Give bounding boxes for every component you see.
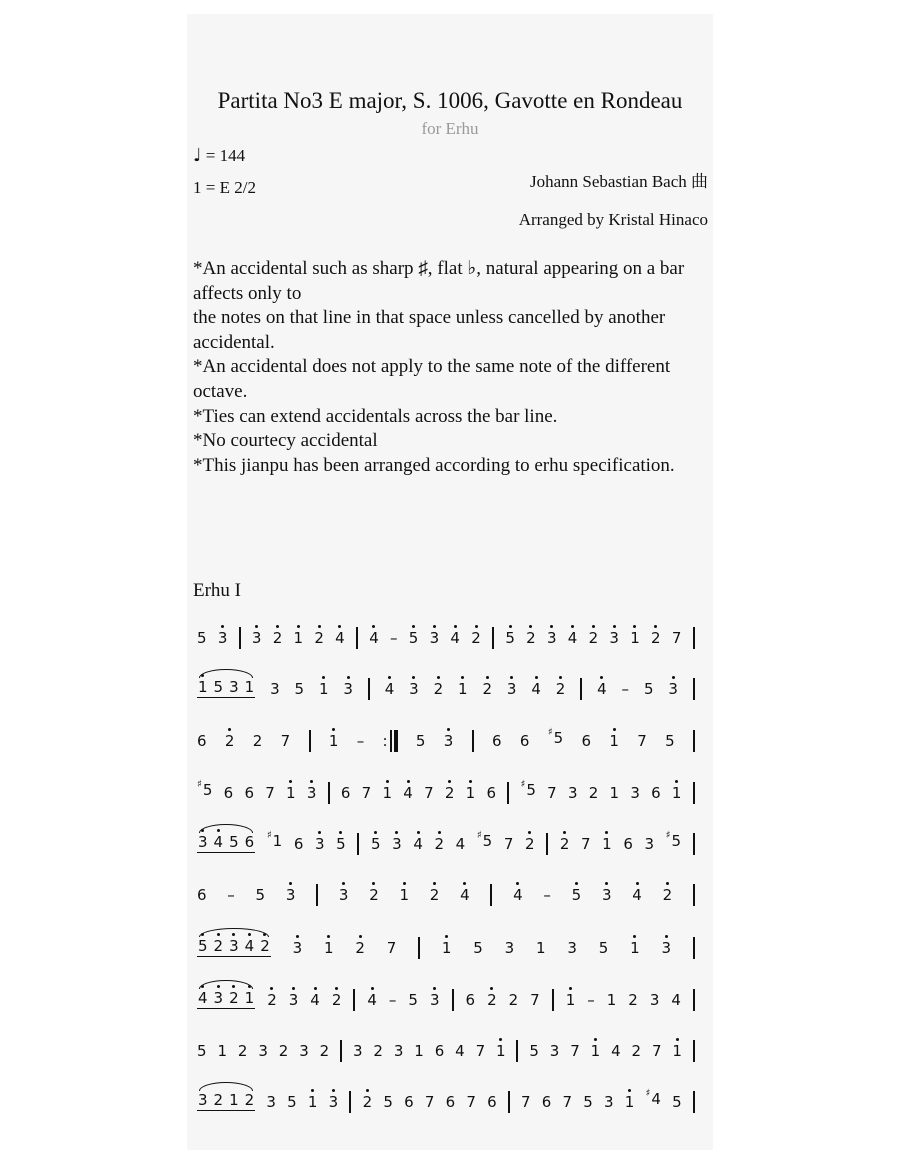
bar-line — [418, 937, 420, 959]
jianpu-note: 7 — [265, 784, 275, 802]
jianpu-note: 2 — [508, 991, 519, 1009]
jianpu-note: 3 — [549, 1042, 560, 1060]
staff-row — [197, 672, 695, 698]
jianpu-note: 3 — [266, 1093, 276, 1111]
jianpu-note: 2 — [526, 629, 536, 647]
jianpu-note: 5 — [229, 833, 239, 851]
jianpu-note: 2 — [362, 1093, 373, 1111]
staff-row — [197, 931, 695, 957]
jianpu-note: 7 — [570, 1042, 580, 1060]
jianpu-note: 2 — [628, 991, 638, 1009]
jianpu-note: 7 — [521, 1093, 531, 1111]
jianpu-note: 2 — [433, 680, 444, 698]
jianpu-note: 3 — [285, 886, 296, 904]
jianpu-note: 1 — [323, 939, 334, 957]
bar-line — [693, 884, 695, 906]
jianpu-note: 5 — [336, 835, 346, 853]
jianpu-note: 4 — [597, 680, 607, 698]
bar-line — [356, 627, 358, 649]
sheet-page — [187, 14, 713, 1150]
beamed-group — [197, 833, 255, 853]
jianpu-note: 4 — [310, 991, 320, 1009]
jianpu-note: 1 — [565, 991, 576, 1009]
sharp-icon: ♯ — [645, 1088, 651, 1099]
jianpu-note: 1 — [217, 1042, 227, 1060]
jianpu-note: 7 — [424, 784, 434, 802]
beamed-group — [197, 989, 255, 1009]
jianpu-note: 3 — [315, 835, 325, 853]
jianpu-note: 2 — [237, 1042, 248, 1060]
jianpu-note: 2 — [260, 937, 270, 955]
staff-row — [197, 878, 695, 904]
jianpu-note: 6 — [541, 1093, 552, 1111]
jianpu-note: ♯5 — [197, 779, 213, 799]
sharp-icon: ♯ — [665, 830, 671, 841]
tempo-marking — [193, 145, 245, 166]
note-line: the notes on that line in that space unless cancelled by another accidental. — [193, 307, 666, 353]
jianpu-note: 2 — [314, 629, 324, 647]
jianpu-note: 1 — [496, 1042, 506, 1060]
jianpu-note: 5 — [665, 732, 675, 750]
staff-row — [197, 1085, 695, 1111]
jianpu-note: 4 — [369, 629, 379, 647]
jianpu-note: 6 — [223, 784, 234, 802]
hold-dash: – — [388, 991, 397, 1009]
hold-dash: – — [356, 732, 365, 750]
bar-line — [349, 1091, 351, 1113]
bar-line — [452, 989, 454, 1011]
jianpu-note: 2 — [588, 629, 599, 647]
sharp-icon: ♯ — [547, 727, 553, 738]
jianpu-note: 2 — [559, 835, 570, 853]
jianpu-note: 5 — [197, 1042, 207, 1060]
jianpu-note: 3 — [198, 833, 208, 851]
jianpu-note: 6 — [404, 1093, 414, 1111]
jianpu-note: 3 — [661, 939, 672, 957]
jianpu-note: 2 — [272, 629, 283, 647]
jianpu-note: 4 — [367, 991, 377, 1009]
jianpu-note: 3 — [270, 680, 280, 698]
jianpu-note: 3 — [601, 886, 612, 904]
jianpu-note: 6 — [293, 835, 304, 853]
arranger: Arranged by Kristal Hinaco — [518, 210, 708, 229]
jianpu-note: 4 — [567, 629, 578, 647]
beamed-group — [197, 937, 271, 957]
note-line: *Ties can extend accidentals across the bar line. — [193, 405, 558, 427]
jianpu-note: 1 — [536, 939, 546, 957]
jianpu-note: 2 — [555, 680, 566, 698]
staff-row — [197, 621, 695, 647]
jianpu-note: 5 — [672, 1093, 682, 1111]
jianpu-note: 5 — [408, 991, 418, 1009]
jianpu-note: 2 — [662, 886, 673, 904]
jianpu-note: 6 — [623, 835, 633, 853]
jianpu-note: 1 — [624, 1093, 635, 1111]
jianpu-note: 5 — [198, 937, 208, 955]
jianpu-note: 7 — [637, 732, 647, 750]
jianpu-note: 7 — [651, 1042, 662, 1060]
jianpu-note: 5 — [383, 1093, 393, 1111]
jianpu-note: 3 — [644, 835, 655, 853]
jianpu-note: 3 — [288, 991, 299, 1009]
jianpu-note: 6 — [581, 732, 592, 750]
jianpu-note: 1 — [458, 680, 468, 698]
jianpu-note: 5 — [370, 835, 381, 853]
note-line: *No courtecy accidental — [193, 430, 378, 452]
jianpu-note: 3 — [506, 680, 517, 698]
score-title: Partita No3 E major, S. 1006, Gavotte en Rondeau — [217, 88, 683, 113]
jianpu-note: ♯1 — [266, 830, 283, 850]
jianpu-note: 6 — [651, 784, 661, 802]
jianpu-note: 3 — [609, 629, 619, 647]
jianpu-note: 1 — [602, 835, 612, 853]
bar-line — [693, 937, 695, 959]
bar-line — [693, 833, 695, 855]
jianpu-note: 5 — [197, 629, 207, 647]
jianpu-note: 5 — [505, 629, 515, 647]
bar-line — [693, 782, 695, 804]
bar-line — [492, 627, 494, 649]
jianpu-note: 6 — [492, 732, 502, 750]
jianpu-note: 1 — [606, 991, 617, 1009]
bar-line — [239, 627, 241, 649]
jianpu-note: 4 — [632, 886, 642, 904]
bar-line — [328, 782, 330, 804]
bar-line — [353, 989, 355, 1011]
beamed-group — [197, 1091, 255, 1111]
jianpu-note: 3 — [229, 937, 239, 955]
bar-line — [309, 730, 311, 752]
sharp-icon: ♯ — [197, 779, 202, 790]
jianpu-note: 6 — [197, 886, 207, 904]
jianpu-note: 2 — [229, 989, 239, 1007]
hold-dash: – — [390, 629, 398, 647]
jianpu-note: 4 — [455, 1042, 465, 1060]
jianpu-note: 2 — [355, 939, 365, 957]
staff-row — [197, 1034, 695, 1060]
bar-line — [507, 782, 509, 804]
hold-dash: – — [621, 680, 630, 698]
jianpu-note: 3 — [504, 939, 515, 957]
jianpu-note: 1 — [465, 784, 476, 802]
jianpu-note: 3 — [217, 629, 228, 647]
jianpu-note: 2 — [651, 629, 661, 647]
jianpu-note: 3 — [630, 784, 640, 802]
jianpu-note: 1 — [328, 732, 339, 750]
jianpu-note: 1 — [672, 1042, 682, 1060]
jianpu-note: 6 — [340, 784, 351, 802]
jianpu-note: 2 — [319, 1042, 330, 1060]
jianpu-note: 6 — [434, 1042, 445, 1060]
note-line: *An accidental such as sharp ♯, flat ♭, natural appearing on a bar affects only to — [193, 258, 685, 304]
jianpu-note: 4 — [450, 629, 460, 647]
tempo-value: = 144 — [205, 146, 246, 165]
composer: Johann Sebastian Bach 曲 — [530, 172, 708, 191]
jianpu-note: 6 — [244, 833, 255, 851]
jianpu-note: 2 — [213, 1091, 224, 1109]
jianpu-note: ♯5 — [547, 727, 564, 747]
jianpu-note: 2 — [252, 732, 263, 750]
jianpu-note: 6 — [465, 991, 476, 1009]
jianpu-note: 3 — [409, 680, 419, 698]
jianpu-note: 1 — [609, 784, 620, 802]
jianpu-note: 4 — [671, 991, 681, 1009]
jianpu-note: 1 — [307, 1093, 318, 1111]
jianpu-note: 2 — [267, 991, 277, 1009]
jianpu-note: 1 — [244, 989, 255, 1007]
jianpu-note: 2 — [213, 937, 224, 955]
jianpu-note: 1 — [609, 732, 619, 750]
staff-row — [197, 827, 695, 853]
jianpu-note: 7 — [424, 1093, 435, 1111]
staff-row — [197, 983, 695, 1009]
jianpu-note: 4 — [455, 835, 466, 853]
jianpu-note: 3 — [198, 1091, 208, 1109]
jianpu-note: 7 — [361, 784, 372, 802]
jianpu-note: 7 — [503, 835, 514, 853]
staff-row — [197, 724, 695, 750]
bar-line — [693, 989, 695, 1011]
jianpu-note: 2 — [373, 1042, 383, 1060]
jianpu-note: 3 — [343, 680, 353, 698]
jianpu-note: 7 — [475, 1042, 486, 1060]
quarter-note-icon: ♩ — [193, 145, 202, 166]
jianpu-note: 1 — [293, 629, 304, 647]
jianpu-note: 3 — [392, 835, 402, 853]
jianpu-note: 3 — [258, 1042, 268, 1060]
jianpu-note: 3 — [292, 939, 303, 957]
jianpu-note: 3 — [306, 784, 317, 802]
jianpu-note: 5 — [598, 939, 609, 957]
jianpu-note: 1 — [244, 678, 255, 696]
note-line: *This jianpu has been arranged according to erhu specification. — [193, 454, 675, 476]
jianpu-note: 3 — [251, 629, 262, 647]
bar-line — [693, 627, 695, 649]
jianpu-note: 7 — [386, 939, 397, 957]
bar-line — [508, 1091, 510, 1113]
bar-line — [693, 730, 695, 752]
hold-dash: – — [587, 991, 595, 1009]
jianpu-note: 6 — [445, 1093, 456, 1111]
jianpu-note: 3 — [352, 1042, 363, 1060]
jianpu-note: 1 — [671, 784, 682, 802]
bar-line — [546, 833, 548, 855]
jianpu-note: 6 — [197, 732, 207, 750]
hold-dash: – — [543, 886, 551, 904]
jianpu-note: 7 — [530, 991, 540, 1009]
jianpu-note: 6 — [519, 732, 530, 750]
jianpu-note: 5 — [583, 1093, 593, 1111]
jianpu-note: 2 — [434, 835, 445, 853]
jianpu-note: ♯5 — [520, 779, 536, 799]
bar-line — [580, 678, 582, 700]
bar-line — [368, 678, 370, 700]
score-subtitle: for Erhu — [421, 119, 479, 138]
jianpu-note: 1 — [198, 678, 208, 696]
jianpu-note: 3 — [429, 629, 440, 647]
bar-line — [693, 1040, 695, 1062]
hold-dash: – — [227, 886, 235, 904]
jianpu-note: 3 — [443, 732, 454, 750]
jianpu-note: 3 — [393, 1042, 404, 1060]
bar-line — [340, 1040, 342, 1062]
bar-line — [490, 884, 492, 906]
sharp-icon: ♯ — [476, 830, 482, 841]
jianpu-note: 7 — [280, 732, 291, 750]
jianpu-note: 4 — [213, 833, 224, 851]
performance-notes — [193, 257, 708, 478]
jianpu-note: 2 — [278, 1042, 289, 1060]
jianpu-note: 7 — [671, 629, 682, 647]
repeat-sign: : — [383, 730, 398, 750]
jianpu-note: 1 — [229, 1091, 239, 1109]
sharp-icon: ♯ — [266, 830, 272, 841]
jianpu-note: 2 — [631, 1042, 642, 1060]
jianpu-note: 4 — [244, 937, 255, 955]
jianpu-note: 1 — [441, 939, 452, 957]
jianpu-note: 5 — [408, 629, 419, 647]
bar-line — [693, 678, 695, 700]
jianpu-note: ♯4 — [645, 1088, 661, 1108]
jianpu-note: 4 — [384, 680, 395, 698]
staff-row — [197, 776, 695, 802]
note-line: *An accidental does not apply to the same note of the different octave. — [193, 356, 671, 402]
jianpu-note: 7 — [562, 1093, 573, 1111]
jianpu-note: 1 — [286, 784, 296, 802]
jianpu-note: 1 — [630, 939, 640, 957]
jianpu-note: 4 — [531, 680, 541, 698]
jianpu-note: 5 — [415, 732, 426, 750]
jianpu-note: 4 — [198, 989, 208, 1007]
bar-line — [472, 730, 474, 752]
jianpu-note: 3 — [328, 1093, 339, 1111]
bar-line — [357, 833, 359, 855]
jianpu-note: 4 — [513, 886, 523, 904]
sharp-icon: ♯ — [520, 779, 526, 790]
jianpu-note: 3 — [429, 991, 440, 1009]
jianpu-note: 3 — [668, 680, 678, 698]
jianpu-note: 7 — [466, 1093, 476, 1111]
jianpu-note: 3 — [229, 678, 239, 696]
jianpu-note: 5 — [255, 886, 266, 904]
jianpu-note: 2 — [331, 991, 342, 1009]
jianpu-note: 6 — [244, 784, 254, 802]
bar-line — [516, 1040, 518, 1062]
jianpu-note: 7 — [580, 835, 591, 853]
jianpu-note: 6 — [487, 1093, 497, 1111]
bar-line — [552, 989, 554, 1011]
jianpu-note: 3 — [338, 886, 349, 904]
key-signature: 1 = E 2/2 — [193, 178, 256, 197]
jianpu-note: 4 — [403, 784, 413, 802]
jianpu-note: 1 — [382, 784, 393, 802]
beamed-group — [197, 678, 255, 698]
jianpu-note: 7 — [547, 784, 557, 802]
jianpu-note: 3 — [567, 784, 578, 802]
jianpu-note: 1 — [630, 629, 640, 647]
jianpu-note: 3 — [213, 989, 224, 1007]
jianpu-note: 3 — [299, 1042, 309, 1060]
jianpu-note: 2 — [482, 680, 493, 698]
jianpu-note: 1 — [318, 680, 329, 698]
jianpu-note: 3 — [649, 991, 660, 1009]
jianpu-note: 1 — [590, 1042, 601, 1060]
bar-line — [693, 1091, 695, 1113]
jianpu-note: 5 — [473, 939, 483, 957]
part-label: Erhu I — [193, 580, 242, 601]
jianpu-note: 5 — [294, 680, 305, 698]
jianpu-note: 2 — [369, 886, 379, 904]
jianpu-note: 2 — [487, 991, 497, 1009]
jianpu-note: 5 — [287, 1093, 297, 1111]
jianpu-note: 2 — [471, 629, 481, 647]
bar-line — [316, 884, 318, 906]
jianpu-note: ♯5 — [665, 830, 682, 850]
jianpu-note: 3 — [604, 1093, 614, 1111]
jianpu-note: 3 — [546, 629, 557, 647]
jianpu-note: 2 — [244, 1091, 255, 1109]
jianpu-note: 2 — [525, 835, 535, 853]
jianpu-note: 1 — [414, 1042, 424, 1060]
jianpu-note: 6 — [486, 784, 496, 802]
jianpu-note: 4 — [460, 886, 470, 904]
jianpu-note: 3 — [567, 939, 577, 957]
jianpu-note: 5 — [571, 886, 582, 904]
jianpu-note: 2 — [429, 886, 440, 904]
jianpu-note: 5 — [213, 678, 224, 696]
jianpu-note: 2 — [444, 784, 455, 802]
jianpu-note: 1 — [399, 886, 410, 904]
jianpu-note: 2 — [224, 732, 235, 750]
jianpu-note: ♯5 — [476, 830, 493, 850]
jianpu-note: 2 — [588, 784, 599, 802]
jianpu-note: 4 — [611, 1042, 621, 1060]
jianpu-note: 4 — [413, 835, 423, 853]
jianpu-note: 5 — [643, 680, 654, 698]
jianpu-note: 5 — [529, 1042, 539, 1060]
jianpu-note: 4 — [335, 629, 345, 647]
